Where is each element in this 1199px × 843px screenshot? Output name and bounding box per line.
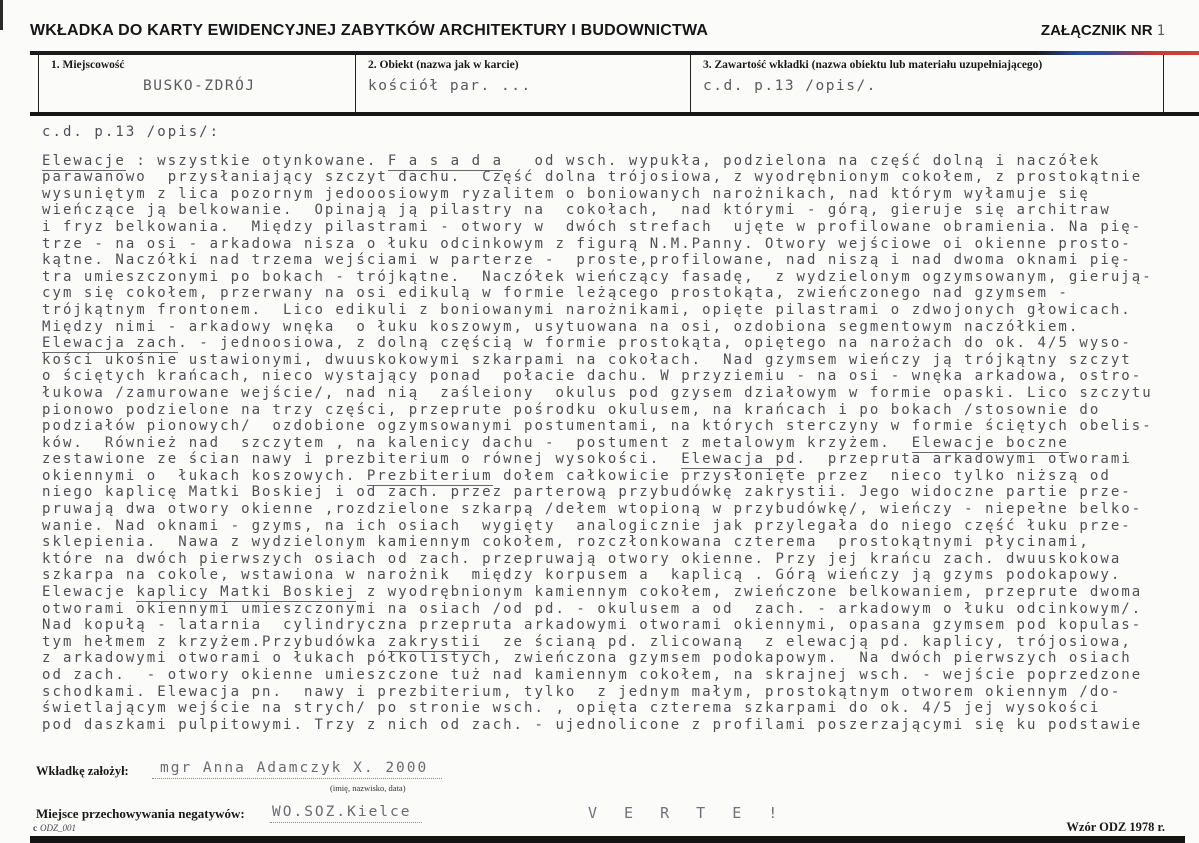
field-value: BUSKO-ZDRÓJ [143,78,256,94]
body-line: schodkami. Elewacja pn. nawy i prezbiterium, tylko z jednym małym, prostokątnym otworem okiennym /do- [42,683,1122,700]
body-line: z arkadowymi otworami o łukach półkolistych, zwieńczona gzymsem podokapowym. Na dwóch pierwszych osiach [42,650,1132,667]
negatives-value: WO.SOZ.Kielce [270,804,422,823]
founder-value: mgr Anna Adamczyk X. 2000 [152,760,442,779]
attachment-label [1041,22,1165,39]
verte-note: V E R T E ! [588,804,787,822]
body-lines [42,153,1158,734]
body-line: kości ukośnie ustawionymi, dwuuskokowymi szkarpami na cokołach. Nad gzymsem wieńczy ją trójkątny szczyt [42,351,1132,368]
founder-hint: (imię, nazwisko, data) [330,783,406,793]
body-line: trójkątnym frontonem. Lico edikuli z boniowanymi narożnikami, opięte pilastrami o zdwojonych głowicach. [42,301,1132,318]
body-line: podziałów pionowych/ ozdobione ogzymsowanymi postumentami, na których sterczyny w formie ściętych obelis- [42,418,1153,435]
description-heading: c.d. p.13 /opis/: [42,124,221,140]
field-obiekt [355,55,690,112]
body-line: świetlającym wejście na strych/ po stronie wsch. , opięta czterema szkarpami do ok. 4/5 jej wysokości [42,700,1101,717]
body-line: o ściętych krańcach, nieco wystający ponad połacie dachu. W przyziemiu - na osi - wnęka arkadowa, ostro- [42,368,1143,385]
table-rule [30,112,1199,116]
body-line: i fryz belkowania. Między pilastrami - otwory w dwóch strefach ujęte w profilowane obramienia. Na pię- [42,218,1143,235]
body-line: okiennymi o łukach koszowych. Prezbiterium dołem całkowicie przysłonięte przez nieco tylko niższą od [42,467,1111,484]
pattern-note: Wzór ODZ 1978 r. [1066,820,1165,834]
body-line: Elewacje kaplicy Matki Boskiej z wyodrębnionym kamiennym cokołem, zwieńczone belkowaniem, przeprute dwoma [42,584,1143,601]
bottom-rule [30,836,1185,843]
body-line: ków. Również nad szczytem , na kalenicy dachu - postument z metalowym krzyżem. Elewacje boczne [42,434,1069,451]
body-line: wysuniętym z lica pozornym jedooosiowym ryzalitem o boniowanych narożnikach, nad którym wyłamuje się [42,185,1090,202]
page-title: WKŁADKA DO KARTY EWIDENCYJNEJ ZABYTKÓW ARCHITEKTURY I BUDOWNICTWA [30,22,709,39]
body-line: pod daszkami pulpitowymi. Trzy z nich od zach. - ujednolicone z profilami poszerzającymi się ku podstawie [42,716,1143,733]
field-label: 1. Miejscowość [51,59,125,71]
field-zawartosc [690,55,1164,112]
body-line: kątne. Naczółki nad trzema wejściami w parterze - proste,profilowane, nad niszą i nad dwoma oknami pię- [42,252,1132,269]
body-line: trze - na osi - arkadowa nisza o łuku odcinkowym z figurą N.M.Panny. Otwory wejściowe oi okienne prosto- [42,235,1132,252]
field-label: 3. Zawartość wkładki (nazwa obiektu lub materiału uzupełniającego) [703,59,1043,71]
body-line: niego kaplicę Matki Boskiej i od zach. przez parterową przybudówkę zakrystii. Jego widoczne partie prze- [42,484,1132,501]
form-table [38,55,1164,112]
body-line: otworami okiennymi umieszczonymi na osiach /od pd. - okulusem a od zach. - arkadowym o łuku odcinkowym/. [42,600,1143,617]
attachment-label-text: ZAŁĄCZNIK NR [1040,22,1153,39]
negatives-label: Miejsce przechowywania negatywów: [36,806,245,821]
field-miejscowosc [38,55,355,112]
field-value: kościół par. ... [368,78,532,94]
body-line: parawanowo przysłaniający szczyt dachu. Część dolna trójosiowa, z wyodrębnionym cokołem, z prostokątnie [42,169,1143,186]
body-line: łukowa /zamurowane wejście/, nad nią zaśleiony okulus pod gzysem działowym w formie opaski. Lico szczytu [42,384,1153,401]
body-line: wieńczące ją belkowanie. Opinają ją pilastry na cokołach, nad którymi - górą, gieruje się architraw [42,202,1111,219]
body-line: Między nimi - arkadowy wnęka o łuku koszowym, usytuowana na osi, ozdobiona segmentowym naczółkiem. [42,318,1080,335]
stamp-code: ODZ_001 [40,823,77,833]
body-line: pruwają dwa otwory okienne ,rozdzielone szkarpą /dełem wtopioną w przybudówkę/, wieńczy - niepełne belko- [42,501,1143,518]
founder-label: Wkładkę założył: [36,764,129,778]
field-label: 2. Obiekt (nazwa jak w karcie) [368,59,519,71]
body-line: Elewacja zach. - jednoosiowa, z dolną częścią w formie prostokąta, opiętego na narożach do ok. 4/5 wyso- [42,335,1132,352]
form-stamp [33,823,76,833]
body-line: szkarpa na cokole, wstawiona w narożnik między korpusem a kaplicą . Górą wieńczy ją gzyms podokapowy. [42,567,1122,584]
body-line: które na dwóch pierwszych osiach od zach. przepruwają otwory okienne. Przy jej krańcu zach. dwuuskokowa [42,550,1122,567]
body-line: Elewacje : wszystkie otynkowane. F a s a d a od wsch. wypukła, podzielona na część dolną i naczółek [42,152,1101,169]
attachment-number: 1 [1156,23,1165,39]
body-line: tra umieszczonymi po bokach - trójkątne. Naczółek wieńczący fasadę, z wydzielonym ogzymsowanym, gierują- [42,268,1153,285]
body-line: tym hełmem z krzyżem.Przybudówka zakrystii ze ścianą pd. zlicowaną z elewacją pd. kaplicy, trójosiowa, [42,633,1132,650]
body-line: od zach. - otwory okienne umieszczone tuż nad kamiennym cokołem, na skrajnej wsch. - wejście poprzedzone [42,667,1143,683]
stamp-prefix: c [33,823,37,833]
body-line: pionowo podzielone na trzy części, przeprute pośrodku okulusem, na krańcach i po bokach /stosownie do [42,401,1101,418]
body-line: wanie. Nad oknami - gzyms, na ich osiach wygięty analogicznie jak przylegała do niego część łuku prze- [42,517,1132,534]
field-value: c.d. p.13 /opis/. [703,78,877,94]
body-line: cym się cokołem, przerwany na osi edikulą w formie leżącego prostokąta, zwieńczonego nad gzymsem - [42,285,1069,302]
scan-edge-artifact [0,0,3,30]
body-line: zestawione ze ścian nawy i prezbiterium o równej wysokości. Elewacja pd. przepruta arkadowymi otworami [42,451,1132,468]
body-line: sklepienia. Nawa z wydzielonym kamiennym cokołem, rozczłonkowana czterema prostokątnymi płycinami, [42,534,1090,551]
body-line: Nad kopułą - latarnia cylindryczna przepruta arkadowymi otworami okiennymi, opasana gzymsem pod kopulas- [42,617,1143,634]
description-block [42,124,1158,733]
